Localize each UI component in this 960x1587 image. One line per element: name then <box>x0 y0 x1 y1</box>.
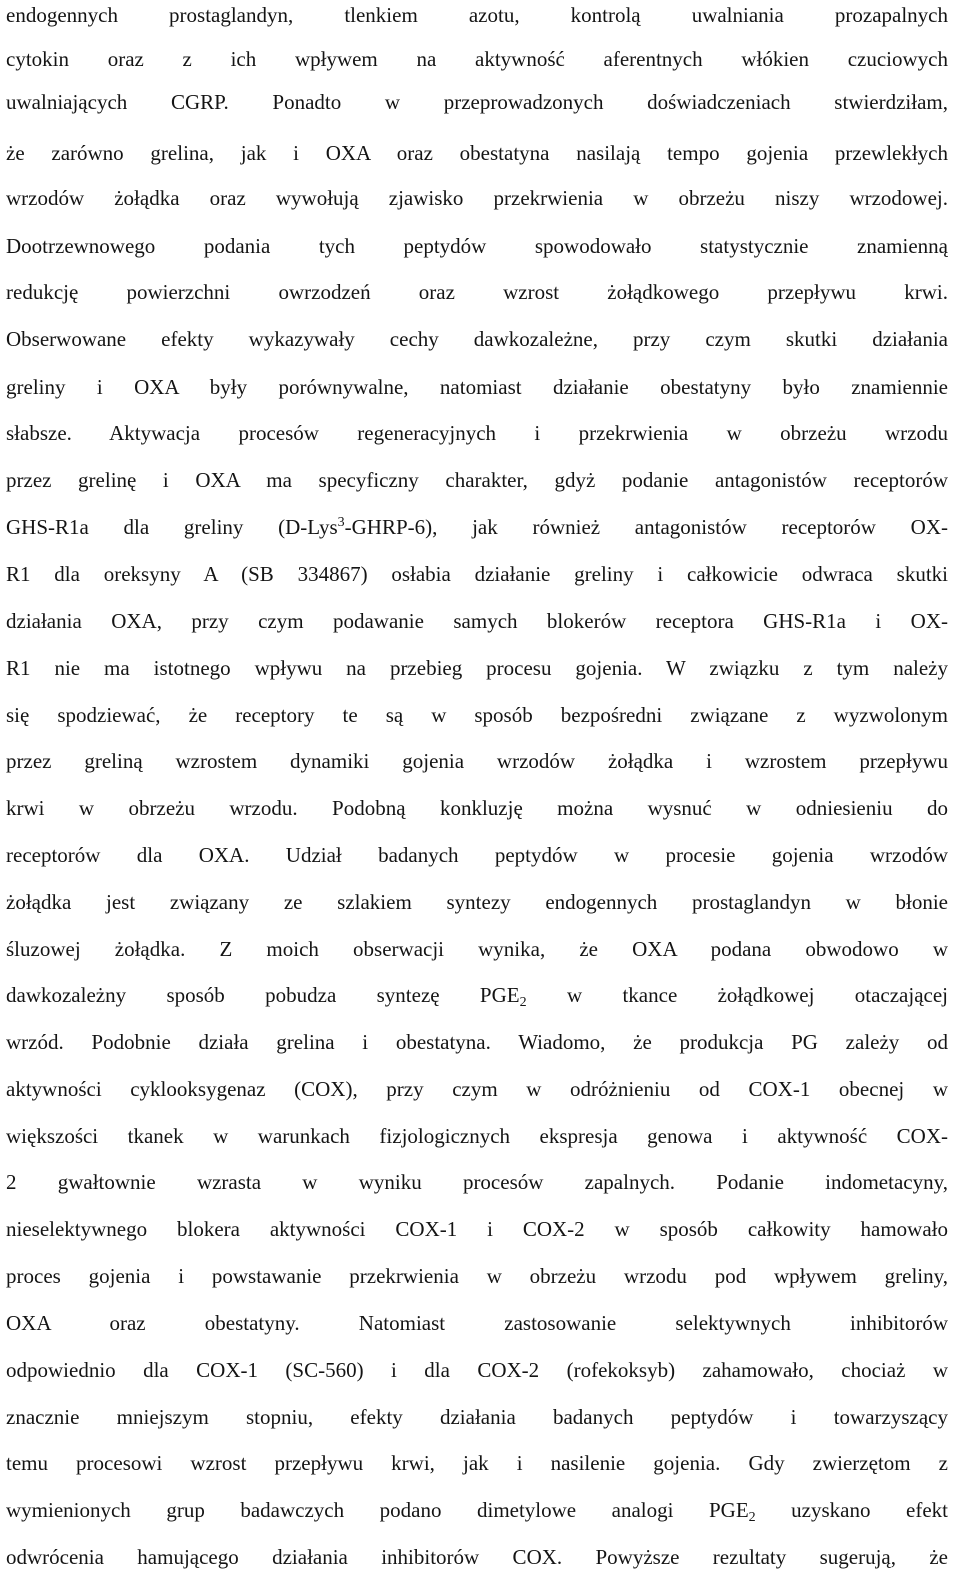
text-line: wrzód. Podobnie działa grelina i obestatyna. Wiadomo, że produkcja PG zależy od <box>6 1030 948 1054</box>
subscript: 2 <box>748 1510 756 1525</box>
text-line: wrzodów żołądka oraz wywołują zjawisko przekrwienia w obrzeżu niszy wrzodowej. <box>6 186 948 210</box>
text-line: uwalniających CGRP. Ponadto w przeprowadzonych doświadczeniach stwierdziłam, <box>6 90 948 114</box>
text-line: odwrócenia hamującego działania inhibitorów COX. Powyższe rezultaty sugerują, że <box>6 1545 948 1569</box>
text-line: 2 gwałtownie wzrasta w wyniku procesów zapalnych. Podanie indometacyny, <box>6 1170 948 1194</box>
text-segment: wymienionych grup badawczych podano dimetylowe analogi PGE <box>6 1498 749 1522</box>
text-line: proces gojenia i powstawanie przekrwienia w obrzeżu wrzodu pod wpływem greliny, <box>6 1264 948 1288</box>
text-line: nieselektywnego blokera aktywności COX-1 i COX-2 w sposób całkowity hamowało <box>6 1217 948 1241</box>
text-line: żołądka jest związany ze szlakiem syntezy endogennych prostaglandyn w błonie <box>6 890 948 914</box>
text-line-with-subscript <box>6 980 948 1010</box>
text-line: działania OXA, przy czym podawanie samych blokerów receptora GHS-R1a i OX- <box>6 609 948 633</box>
text-line: odpowiednio dla COX-1 (SC-560) i dla COX-2 (rofekoksyb) zahamowało, chociaż w <box>6 1358 948 1382</box>
text-line: temu procesowi wzrost przepływu krwi, jak i nasilenie gojenia. Gdy zwierzętom z <box>6 1451 948 1475</box>
text-line: krwi w obrzeżu wrzodu. Podobną konkluzję można wysnuć w odniesieniu do <box>6 796 948 820</box>
text-line-with-superscript <box>6 512 948 542</box>
text-line: słabsze. Aktywacja procesów regeneracyjnych i przekrwienia w obrzeżu wrzodu <box>6 421 948 445</box>
text-line-with-subscript <box>6 1495 948 1525</box>
text-line: aktywności cyklooksygenaz (COX), przy czym w odróżnieniu od COX-1 obecnej w <box>6 1077 948 1101</box>
text-segment: GHS-R1a dla greliny (D-Lys <box>6 515 338 539</box>
text-line: przez grelinę i OXA ma specyficzny charakter, gdyż podanie antagonistów receptorów <box>6 468 948 492</box>
text-line: znacznie mniejszym stopniu, efekty działania badanych peptydów i towarzyszący <box>6 1405 948 1429</box>
text-line: receptorów dla OXA. Udział badanych peptydów w procesie gojenia wrzodów <box>6 843 948 867</box>
text-segment: -GHRP-6), jak również antagonistów receptorów OX- <box>344 515 948 539</box>
text-segment: dawkozależny sposób pobudza syntezę PGE <box>6 983 520 1007</box>
text-line: endogennych prostaglandyn, tlenkiem azotu, kontrolą uwalniania prozapalnych <box>6 3 948 27</box>
text-line: śluzowej żołądka. Z moich obserwacji wynika, że OXA podana obwodowo w <box>6 937 948 961</box>
text-line: redukcję powierzchni owrzodzeń oraz wzrost żołądkowego przepływu krwi. <box>6 280 948 304</box>
text-line: że zarówno grelina, jak i OXA oraz obestatyna nasilają tempo gojenia przewlekłych <box>6 141 948 165</box>
text-line: przez greliną wzrostem dynamiki gojenia wrzodów żołądka i wzrostem przepływu <box>6 749 948 773</box>
text-line: OXA oraz obestatyny. Natomiast zastosowanie selektywnych inhibitorów <box>6 1311 948 1335</box>
text-line: Obserwowane efekty wykazywały cechy dawkozależne, przy czym skutki działania <box>6 327 948 351</box>
text-line: Dootrzewnowego podania tych peptydów spowodowało statystycznie znamienną <box>6 234 948 258</box>
text-line: greliny i OXA były porównywalne, natomiast działanie obestatyny było znamiennie <box>6 375 948 399</box>
text-line: się spodziewać, że receptory te są w sposób bezpośredni związane z wyzwolonym <box>6 703 948 727</box>
text-line: cytokin oraz z ich wpływem na aktywność aferentnych włókien czuciowych <box>6 47 948 71</box>
text-line: większości tkanek w warunkach fizjologicznych ekspresja genowa i aktywność COX- <box>6 1124 948 1148</box>
text-line: R1 dla oreksyny A (SB 334867) osłabia działanie greliny i całkowicie odwraca skutki <box>6 562 948 586</box>
text-segment: w tkance żołądkowej otaczającej <box>526 983 948 1007</box>
text-line: R1 nie ma istotnego wpływu na przebieg procesu gojenia. W związku z tym należy <box>6 656 948 680</box>
superscript: 3 <box>337 515 345 530</box>
text-segment: uzyskano efekt <box>755 1498 948 1522</box>
subscript: 2 <box>519 995 527 1010</box>
